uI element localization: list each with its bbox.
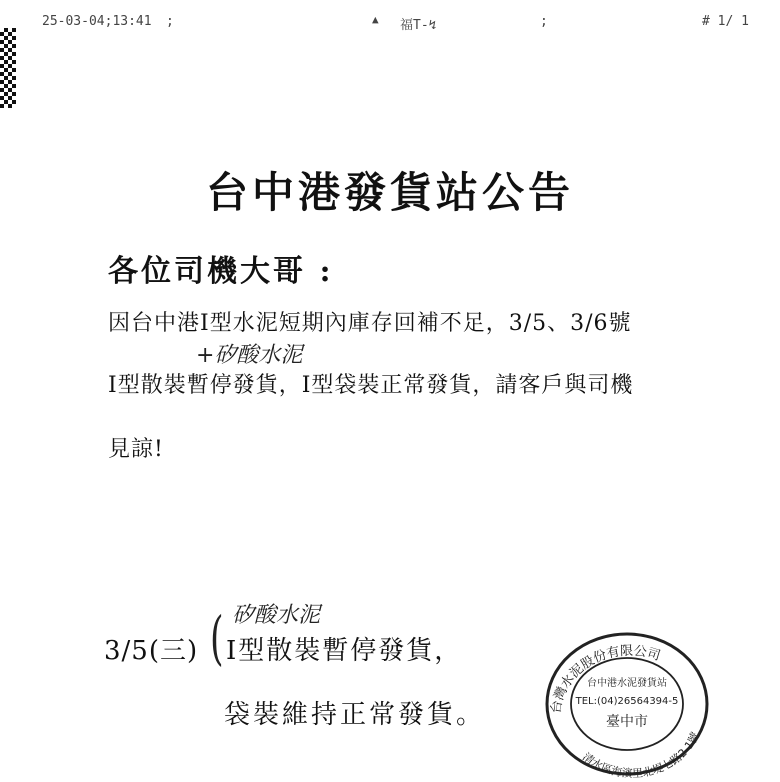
fax-page-number: # 1/ 1 (702, 14, 749, 29)
stamp-address: 清水區海濱里北堤七路2-1號 (579, 730, 702, 778)
fax-separator: ; (540, 14, 548, 29)
stamp-station: 台中港水泥發貨站 (587, 678, 667, 689)
notice-line-1: I型散裝暫停發貨， (226, 636, 463, 666)
handwritten-insert: +矽酸水泥 (196, 343, 303, 368)
body-line-1: 因台中港I型水泥短期內庫存回補不足，3/5、3/6號 (108, 311, 632, 336)
stamp-tel: TEL:(04)26564394-5 (575, 696, 679, 707)
notice-date: 3/5(三) (104, 636, 199, 666)
fax-sender: 福T-↯ (400, 18, 437, 33)
stamp-company: 台灣水泥股份有限公司 (548, 643, 662, 715)
stamp-city: 臺中市 (606, 714, 648, 730)
body-line-3: 見諒! (108, 437, 164, 462)
handwritten-bracket: ( (210, 604, 224, 672)
notice-title: 台中港發貨站公告 (205, 168, 574, 217)
fax-arrow-icon: ▲ (372, 13, 379, 26)
greeting: 各位司機大哥 : (108, 254, 334, 289)
fax-separator: ; (166, 14, 174, 29)
company-seal-stamp (542, 630, 712, 778)
fax-timestamp: 25-03-04;13:41 (42, 14, 152, 29)
handwritten-insert: 矽酸水泥 (232, 603, 321, 628)
fax-edge-mark (0, 28, 16, 108)
notice-line-2: 袋裝維持正常發貨。 (224, 700, 486, 730)
body-line-2: I型散裝暫停發貨，I型袋裝正常發貨，請客戶與司機 (108, 373, 634, 398)
